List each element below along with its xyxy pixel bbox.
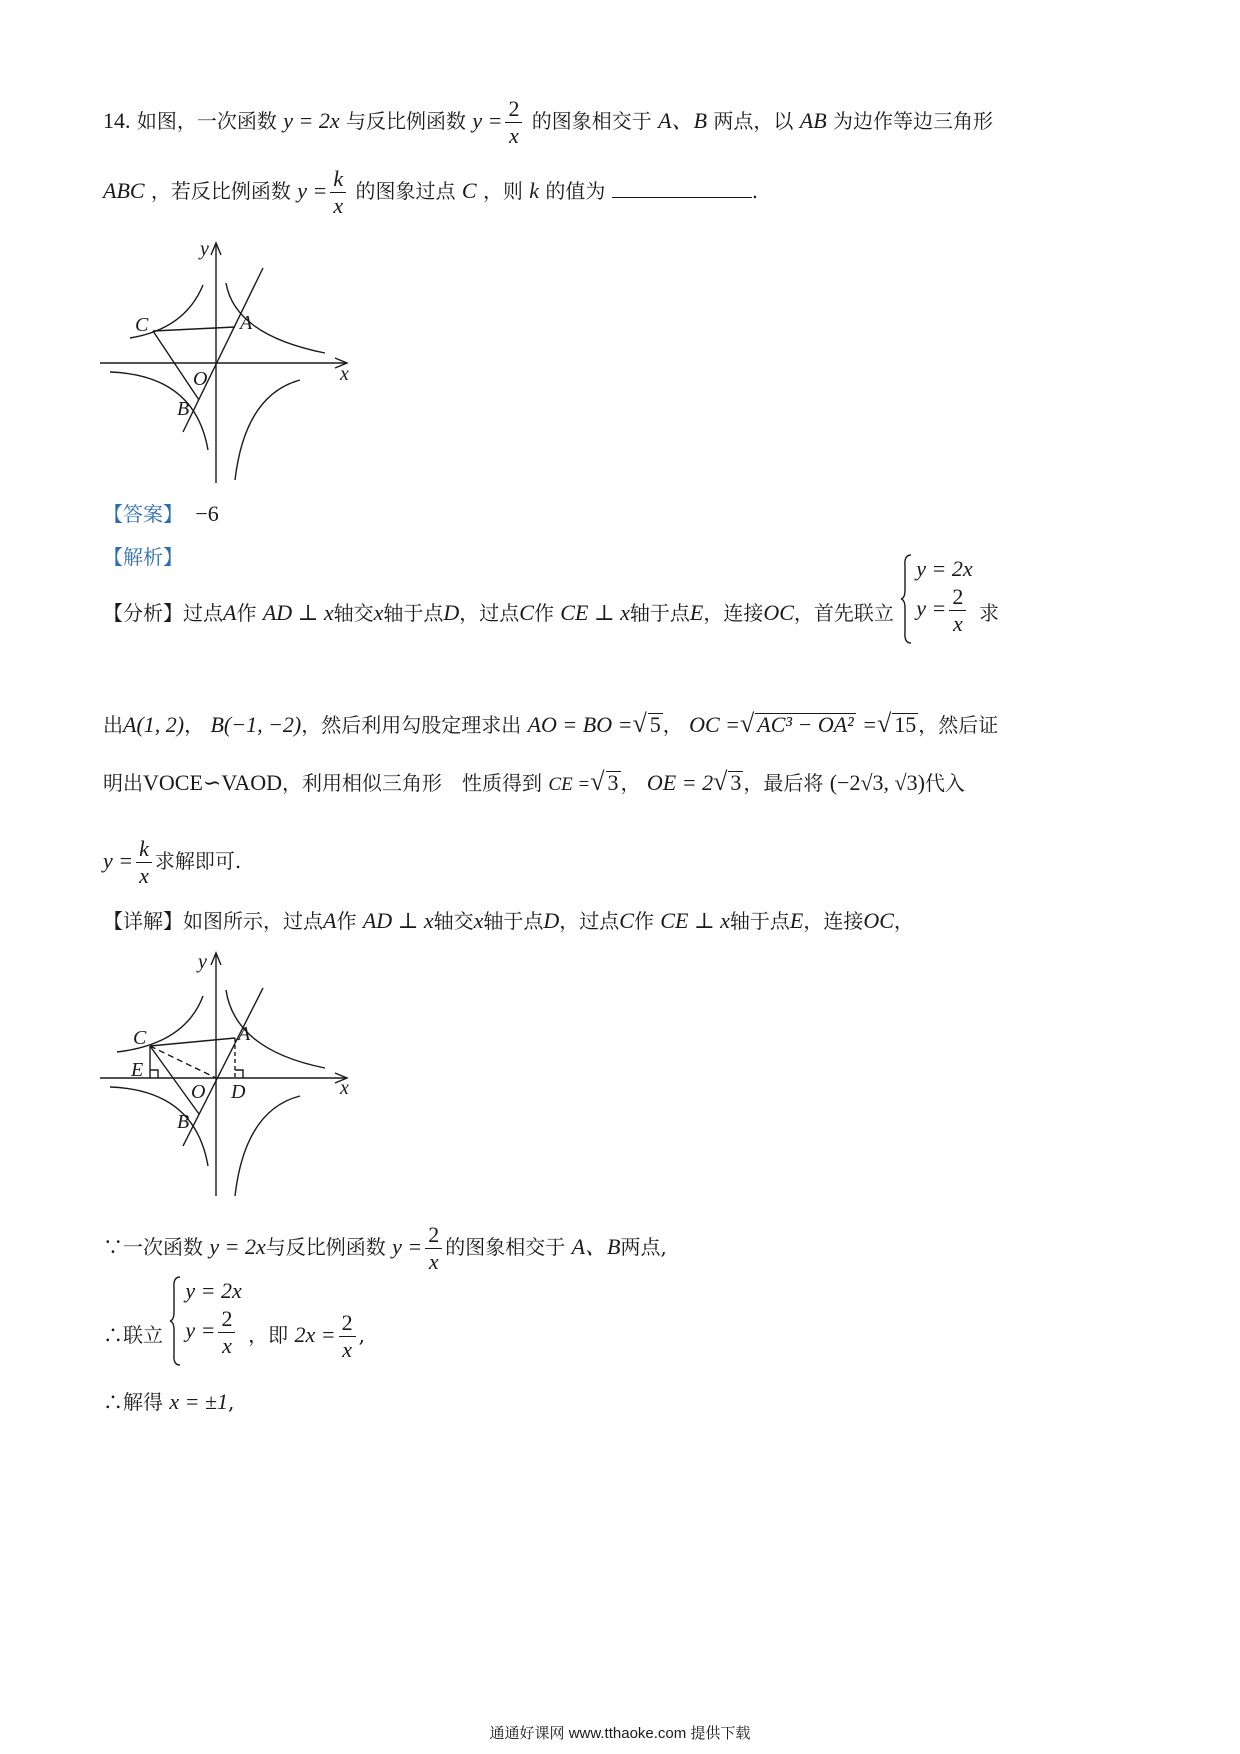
label-c: C bbox=[135, 314, 149, 336]
point-names: A、B bbox=[571, 1234, 621, 1259]
fraction: $\frac{2}{x}$ bbox=[505, 96, 522, 149]
triangle-name: ABC bbox=[103, 178, 145, 203]
fenxi-line-3 bbox=[103, 767, 965, 797]
similarity: VOCE∽VAOD bbox=[143, 770, 283, 795]
problem-text: 的值为 bbox=[545, 179, 606, 203]
problem-line-2 bbox=[103, 166, 758, 219]
therefore-symbol: ∴ bbox=[103, 1390, 123, 1414]
hyperbola-k-branch-q4 bbox=[235, 380, 300, 480]
system-row-1: y = 2x bbox=[185, 1278, 242, 1303]
point-name: C bbox=[461, 178, 477, 203]
ce-eq: CE = bbox=[548, 774, 591, 795]
text: ， bbox=[893, 909, 914, 933]
perp-ad: AD ⊥ x bbox=[262, 600, 334, 625]
problem-text: 的图象相交于 bbox=[531, 109, 652, 133]
left-brace bbox=[169, 1276, 181, 1366]
segment-oc bbox=[150, 1046, 216, 1078]
inverse-equation-lhs: y = bbox=[472, 108, 503, 133]
var-x: x bbox=[373, 600, 384, 625]
answer-tag: 【答案】 bbox=[103, 502, 183, 526]
therefore-symbol: ∴ bbox=[103, 1323, 123, 1347]
lhs: y = bbox=[103, 848, 134, 873]
text: 作 bbox=[533, 601, 554, 625]
text: ， bbox=[662, 713, 683, 737]
hyperbola-k-branch-q2 bbox=[117, 996, 203, 1052]
text: 的图象相交于 bbox=[445, 1235, 566, 1259]
figure-2 bbox=[95, 948, 365, 1203]
fenxi-tag: 【分析】 bbox=[103, 601, 183, 625]
answer-line bbox=[103, 502, 219, 526]
xiangjie-tag: 【详解】 bbox=[103, 909, 183, 933]
point-e: E bbox=[689, 600, 704, 625]
radicand: 3 bbox=[730, 770, 742, 795]
right-angle-e bbox=[150, 1070, 158, 1078]
label-x: x bbox=[340, 1077, 349, 1099]
point-e: E bbox=[789, 908, 804, 933]
point-a: A bbox=[223, 600, 237, 625]
step-2 bbox=[103, 1278, 365, 1363]
linear-equation: y = 2x bbox=[283, 108, 340, 133]
text: 解得 bbox=[123, 1390, 163, 1414]
problem-text: 如图，一次函数 bbox=[136, 109, 277, 133]
lhs: 2x = bbox=[294, 1322, 336, 1347]
label-b: B bbox=[177, 1111, 190, 1133]
text: ，然后证 bbox=[918, 713, 999, 737]
perp-ce: CE ⊥ x bbox=[660, 908, 730, 933]
problem-line-1 bbox=[103, 96, 993, 149]
label-e: E bbox=[131, 1059, 144, 1081]
point-d: D bbox=[543, 908, 560, 933]
text: 轴交 bbox=[333, 601, 374, 625]
radicand: 15 bbox=[894, 712, 917, 737]
perp-ce: CE ⊥ x bbox=[560, 600, 630, 625]
sqrt-sign: √ bbox=[877, 709, 892, 738]
fraction: $\frac{2}{x}$ bbox=[425, 1222, 442, 1275]
text: 作 bbox=[633, 909, 654, 933]
linear-equation: y = 2x bbox=[209, 1234, 266, 1259]
fraction: $\frac{2}{x}$ bbox=[949, 584, 966, 637]
text: 轴交 bbox=[433, 909, 474, 933]
equation-system bbox=[900, 554, 972, 637]
label-o: O bbox=[193, 368, 208, 390]
text: , bbox=[358, 1323, 365, 1347]
line-y-2x bbox=[183, 268, 263, 432]
problem-text: 为边作等边三角形 bbox=[833, 109, 994, 133]
problem-text: 两点，以 bbox=[713, 109, 794, 133]
step-1 bbox=[103, 1222, 667, 1275]
sqrt-sign: √ bbox=[713, 767, 728, 796]
text: , bbox=[228, 1390, 235, 1414]
text: 联立 bbox=[123, 1323, 163, 1347]
left-brace bbox=[900, 554, 912, 644]
problem-text: ，则 bbox=[482, 179, 523, 203]
text: 求解即可. bbox=[154, 849, 242, 873]
segment-name: AB bbox=[799, 108, 827, 133]
text: ，连接 bbox=[803, 909, 864, 933]
point-a: A bbox=[323, 908, 337, 933]
text: ，然后利用勾股定理求出 bbox=[301, 713, 522, 737]
problem-text: ，若反比例函数 bbox=[150, 179, 291, 203]
text: 轴于点 bbox=[729, 909, 790, 933]
because-symbol: ∵ bbox=[103, 1235, 123, 1259]
point-d: D bbox=[443, 600, 460, 625]
text: ，利用相似三角形 性质得到 bbox=[282, 771, 543, 795]
text: ，过点 bbox=[459, 601, 520, 625]
system-row-2 bbox=[916, 584, 972, 637]
radicand: 5 bbox=[649, 712, 661, 737]
text: 轴于点 bbox=[629, 601, 690, 625]
answer-blank bbox=[612, 177, 752, 198]
lhs: y = bbox=[916, 595, 947, 621]
radicand: AC³ − OA² bbox=[757, 712, 854, 737]
segment-cb bbox=[150, 1046, 199, 1114]
point-b-coords: B(−1, −2) bbox=[210, 712, 302, 737]
fraction: $\frac{k}{x}$ bbox=[136, 836, 152, 889]
text: 出 bbox=[103, 713, 123, 737]
segment-oc: OC bbox=[763, 600, 794, 625]
point-c-coords: (−2√3, √3) bbox=[829, 770, 925, 795]
xiangjie-line-1 bbox=[103, 909, 914, 933]
text: ，首先联立 bbox=[793, 601, 894, 625]
problem-number: 14. bbox=[103, 108, 131, 133]
fraction: $\frac{2}{x}$ bbox=[339, 1310, 356, 1363]
k-equation-lhs: y = bbox=[297, 178, 328, 203]
text: ，连接 bbox=[703, 601, 764, 625]
radicand: 3 bbox=[607, 770, 619, 795]
text: ，过点 bbox=[559, 909, 620, 933]
system-row-2 bbox=[185, 1306, 241, 1359]
segment-ca bbox=[153, 327, 235, 331]
equation-system bbox=[169, 1276, 241, 1359]
label-o: O bbox=[191, 1081, 206, 1103]
fenxi-line-2 bbox=[103, 709, 999, 738]
problem-text: 的图象过点 bbox=[355, 179, 456, 203]
point-c: C bbox=[519, 600, 534, 625]
step-3 bbox=[103, 1390, 234, 1414]
text: 作 bbox=[236, 601, 257, 625]
segment-oc: OC bbox=[863, 908, 894, 933]
text: 一次函数 bbox=[123, 1235, 203, 1259]
sqrt-sign: √ bbox=[740, 709, 755, 738]
text: 轴于点 bbox=[483, 909, 544, 933]
label-a: A bbox=[240, 312, 253, 334]
text: ，最后将 bbox=[743, 771, 824, 795]
variable-k: k bbox=[529, 178, 540, 203]
label-y: y bbox=[200, 238, 209, 260]
oe-eq: OE = 2 bbox=[646, 770, 714, 795]
point-a-coords: A(1, 2) bbox=[123, 712, 185, 737]
sqrt-sign: √ bbox=[590, 767, 605, 796]
fenxi-line-4 bbox=[103, 836, 241, 889]
equals: = bbox=[862, 712, 877, 737]
text: 代入 bbox=[924, 771, 965, 795]
lhs: y = bbox=[392, 1234, 423, 1259]
label-d: D bbox=[231, 1081, 246, 1103]
label-b: B bbox=[177, 398, 190, 420]
text: 作 bbox=[336, 909, 357, 933]
analysis-tag: 【解析】 bbox=[103, 545, 183, 569]
footer: 通通好课网 www.tthaoke.com 提供下载 bbox=[489, 1725, 751, 1742]
point-c: C bbox=[619, 908, 634, 933]
label-c: C bbox=[133, 1027, 147, 1049]
solution: x = ±1 bbox=[169, 1389, 229, 1414]
text: ， bbox=[620, 771, 641, 795]
fraction: $\frac{k}{x}$ bbox=[330, 166, 346, 219]
fraction: $\frac{2}{x}$ bbox=[218, 1306, 235, 1359]
text: 如图所示，过点 bbox=[183, 909, 323, 933]
text: 求 bbox=[978, 601, 999, 625]
var-x: x bbox=[473, 908, 484, 933]
text: 与反比例函数 bbox=[265, 1235, 386, 1259]
text: 轴于点 bbox=[383, 601, 444, 625]
oc-eq: OC = bbox=[689, 712, 741, 737]
perp-ad: AD ⊥ x bbox=[362, 908, 434, 933]
text: ， bbox=[184, 713, 205, 737]
text: 过点 bbox=[183, 601, 223, 625]
label-y: y bbox=[198, 951, 207, 973]
figure-1 bbox=[95, 235, 365, 495]
text: 两点, bbox=[620, 1235, 667, 1259]
ao-bo-eq: AO = BO = bbox=[527, 712, 633, 737]
text: 明出 bbox=[103, 771, 143, 795]
answer-value: −6 bbox=[195, 501, 219, 526]
sqrt-sign: √ bbox=[632, 709, 647, 738]
system-row-1: y = 2x bbox=[916, 556, 973, 581]
point-names: A、B bbox=[658, 108, 708, 133]
problem-text: 与反比例函数 bbox=[345, 109, 466, 133]
label-x: x bbox=[340, 363, 349, 385]
hyperbola-k-branch-q4 bbox=[235, 1096, 300, 1196]
lhs: y = bbox=[185, 1317, 216, 1343]
right-angle-d bbox=[235, 1070, 243, 1078]
label-a: A bbox=[238, 1023, 251, 1045]
text: ，即 bbox=[248, 1323, 289, 1347]
period: . bbox=[751, 179, 759, 203]
